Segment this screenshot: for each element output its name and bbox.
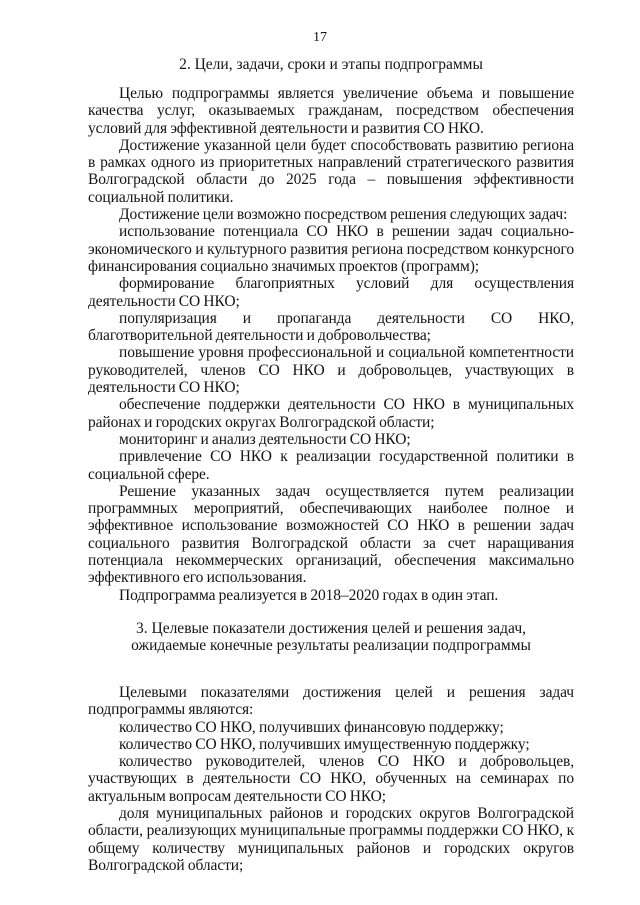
indicator-item: количество СО НКО, получивших имущественную поддержку; xyxy=(119,735,530,753)
task-item: обеспечение поддержки деятельности СО НКО в муниципальных районах и городских округах Волгоградской области; xyxy=(88,396,574,431)
task-item: популяризация и пропаганда деятельности СО НКО, благотворительной деятельности и добровольчества; xyxy=(88,309,574,345)
task-item: использование потенциала СО НКО в решении задач социально-экономического и культурного развития региона посредством конкурсного финансирования социально значимых проектов (программ); xyxy=(88,223,574,275)
section-3-paragraph: Целевыми показателями достижения целей и решения задач подпрограммы являются: xyxy=(88,683,574,719)
section-3-title xyxy=(88,620,574,654)
section-2-paragraph: Достижение цели возможно посредством решения следующих задач: xyxy=(119,206,568,224)
section-3-title-line-1: 3. Целевые показатели достижения целей и решения задач, xyxy=(136,619,526,637)
section-2-paragraph: Решение указанных задач осуществляется путем реализации программных мероприятий, обеспечивающих наиболее полное и эффективное использование возможностей СО НКО в решении задач социального развития Волгоградской области за счет наращивания потенциала некоммерческих организаций, обеспечения максимально эффективного его использования. xyxy=(88,482,574,587)
task-item: формирование благоприятных условий для осуществления деятельности СО НКО; xyxy=(88,275,574,310)
page-content xyxy=(88,56,574,874)
task-item: привлечение СО НКО к реализации государственной политики в социальной сфере. xyxy=(88,448,574,483)
indicator-item: количество СО НКО, получивших финансовую поддержку; xyxy=(119,718,504,736)
page-number: 17 xyxy=(313,30,327,45)
task-item: мониторинг и анализ деятельности СО НКО; xyxy=(119,430,411,448)
indicator-item: количество руководителей, членов СО НКО и добровольцев, участвующих в деятельности СО НКО, обученных на семинарах по актуальным вопросам деятельности СО НКО; xyxy=(88,753,574,805)
section-2-paragraph: Достижение указанной цели будет способствовать развитию региона в рамках одного из приоритетных направлений стратегического развития Волгоградской области до 2025 года – повышения эффективности социальной политики. xyxy=(88,136,574,206)
section-2-title: 2. Цели, задачи, сроки и этапы подпрограммы xyxy=(179,56,483,73)
section-3-title-line-2: ожидаемые конечные результаты реализации подпрограммы xyxy=(131,636,531,654)
task-item: повышение уровня профессиональной и социальной компетентности руководителей, членов СО НКО и добровольцев, участвующих в деятельности СО НКО; xyxy=(88,344,574,397)
section-2-paragraph: Подпрограмма реализуется в 2018–2020 годах в один этап. xyxy=(119,586,499,604)
section-2-paragraph: Целью подпрограммы является увеличение объема и повышение качества услуг, оказываемых гражданам, посредством обеспечения условий для эффективной деятельности и развития СО НКО. xyxy=(88,85,574,137)
indicator-item: доля муниципальных районов и городских округов Волгоградской области, реализующих муниципальные программы поддержки СО НКО, к общему количеству муниципальных районов и городских округов Волгоградской области; xyxy=(88,804,574,874)
